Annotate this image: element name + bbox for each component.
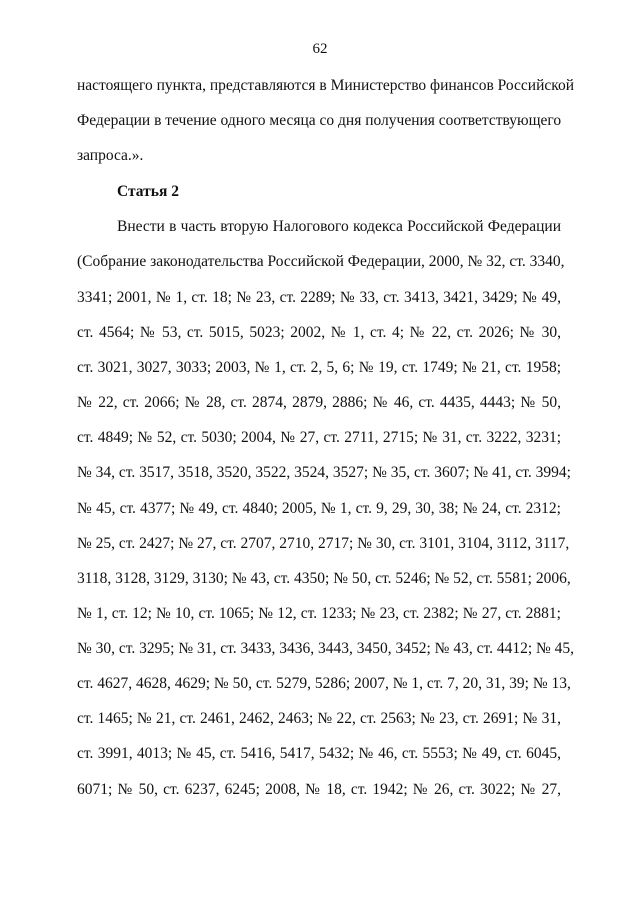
text-line: ст. 4849; № 52, ст. 5030; 2004, № 27, ст. 2711, 2715; № 31, ст. 3222, 3231; — [77, 429, 561, 446]
text-line: запроса.». — [77, 147, 144, 164]
text-line: ст. 4564; № 53, ст. 5015, 5023; 2002, № 1, ст. 4; № 22, ст. 2026; № 30, — [77, 324, 561, 341]
text-line: № 30, ст. 3295; № 31, ст. 3433, 3436, 3443, 3450, 3452; № 43, ст. 4412; № 45, — [77, 640, 575, 657]
text-line: (Собрание законодательства Российской Федерации, 2000, № 32, ст. 3340, — [77, 253, 565, 270]
text-line: № 34, ст. 3517, 3518, 3520, 3522, 3524, 3527; № 35, ст. 3607; № 41, ст. 3994; — [77, 464, 571, 481]
text-line: 3341; 2001, № 1, ст. 18; № 23, ст. 2289; № 33, ст. 3413, 3421, 3429; № 49, — [77, 289, 561, 306]
text-line: ст. 3991, 4013; № 45, ст. 5416, 5417, 5432; № 46, ст. 5553; № 49, ст. 6045, — [77, 745, 561, 762]
text-line: ст. 3021, 3027, 3033; 2003, № 1, ст. 2, 5, 6; № 19, ст. 1749; № 21, ст. 1958; — [77, 359, 561, 376]
text-line: № 45, ст. 4377; № 49, ст. 4840; 2005, № 1, ст. 9, 29, 30, 38; № 24, ст. 2312; — [77, 500, 561, 517]
text-line: № 25, ст. 2427; № 27, ст. 2707, 2710, 2717; № 30, ст. 3101, 3104, 3112, 3117, — [77, 535, 570, 552]
article-heading: Статья 2 — [117, 183, 179, 200]
text-line: 3118, 3128, 3129, 3130; № 43, ст. 4350; № 50, ст. 5246; № 52, ст. 5581; 2006, — [77, 570, 571, 587]
text-line: настоящего пункта, представляются в Министерство финансов Российской — [77, 77, 575, 94]
text-line: № 1, ст. 12; № 10, ст. 1065; № 12, ст. 1233; № 23, ст. 2382; № 27, ст. 2881; — [77, 605, 561, 622]
text-line: 6071; № 50, ст. 6237, 6245; 2008, № 18, ст. 1942; № 26, ст. 3022; № 27, — [77, 781, 561, 798]
text-line: Внести в часть вторую Налогового кодекса Российской Федерации — [117, 218, 561, 235]
text-line: ст. 1465; № 21, ст. 2461, 2462, 2463; № 22, ст. 2563; № 23, ст. 2691; № 31, — [77, 710, 561, 727]
page-number: 62 — [312, 41, 328, 57]
text-line: ст. 4627, 4628, 4629; № 50, ст. 5279, 5286; 2007, № 1, ст. 7, 20, 31, 39; № 13, — [77, 675, 571, 692]
text-line: № 22, ст. 2066; № 28, ст. 2874, 2879, 2886; № 46, ст. 4435, 4443; № 50, — [77, 394, 561, 411]
text-line: Федерации в течение одного месяца со дня получения соответствующего — [77, 112, 562, 129]
